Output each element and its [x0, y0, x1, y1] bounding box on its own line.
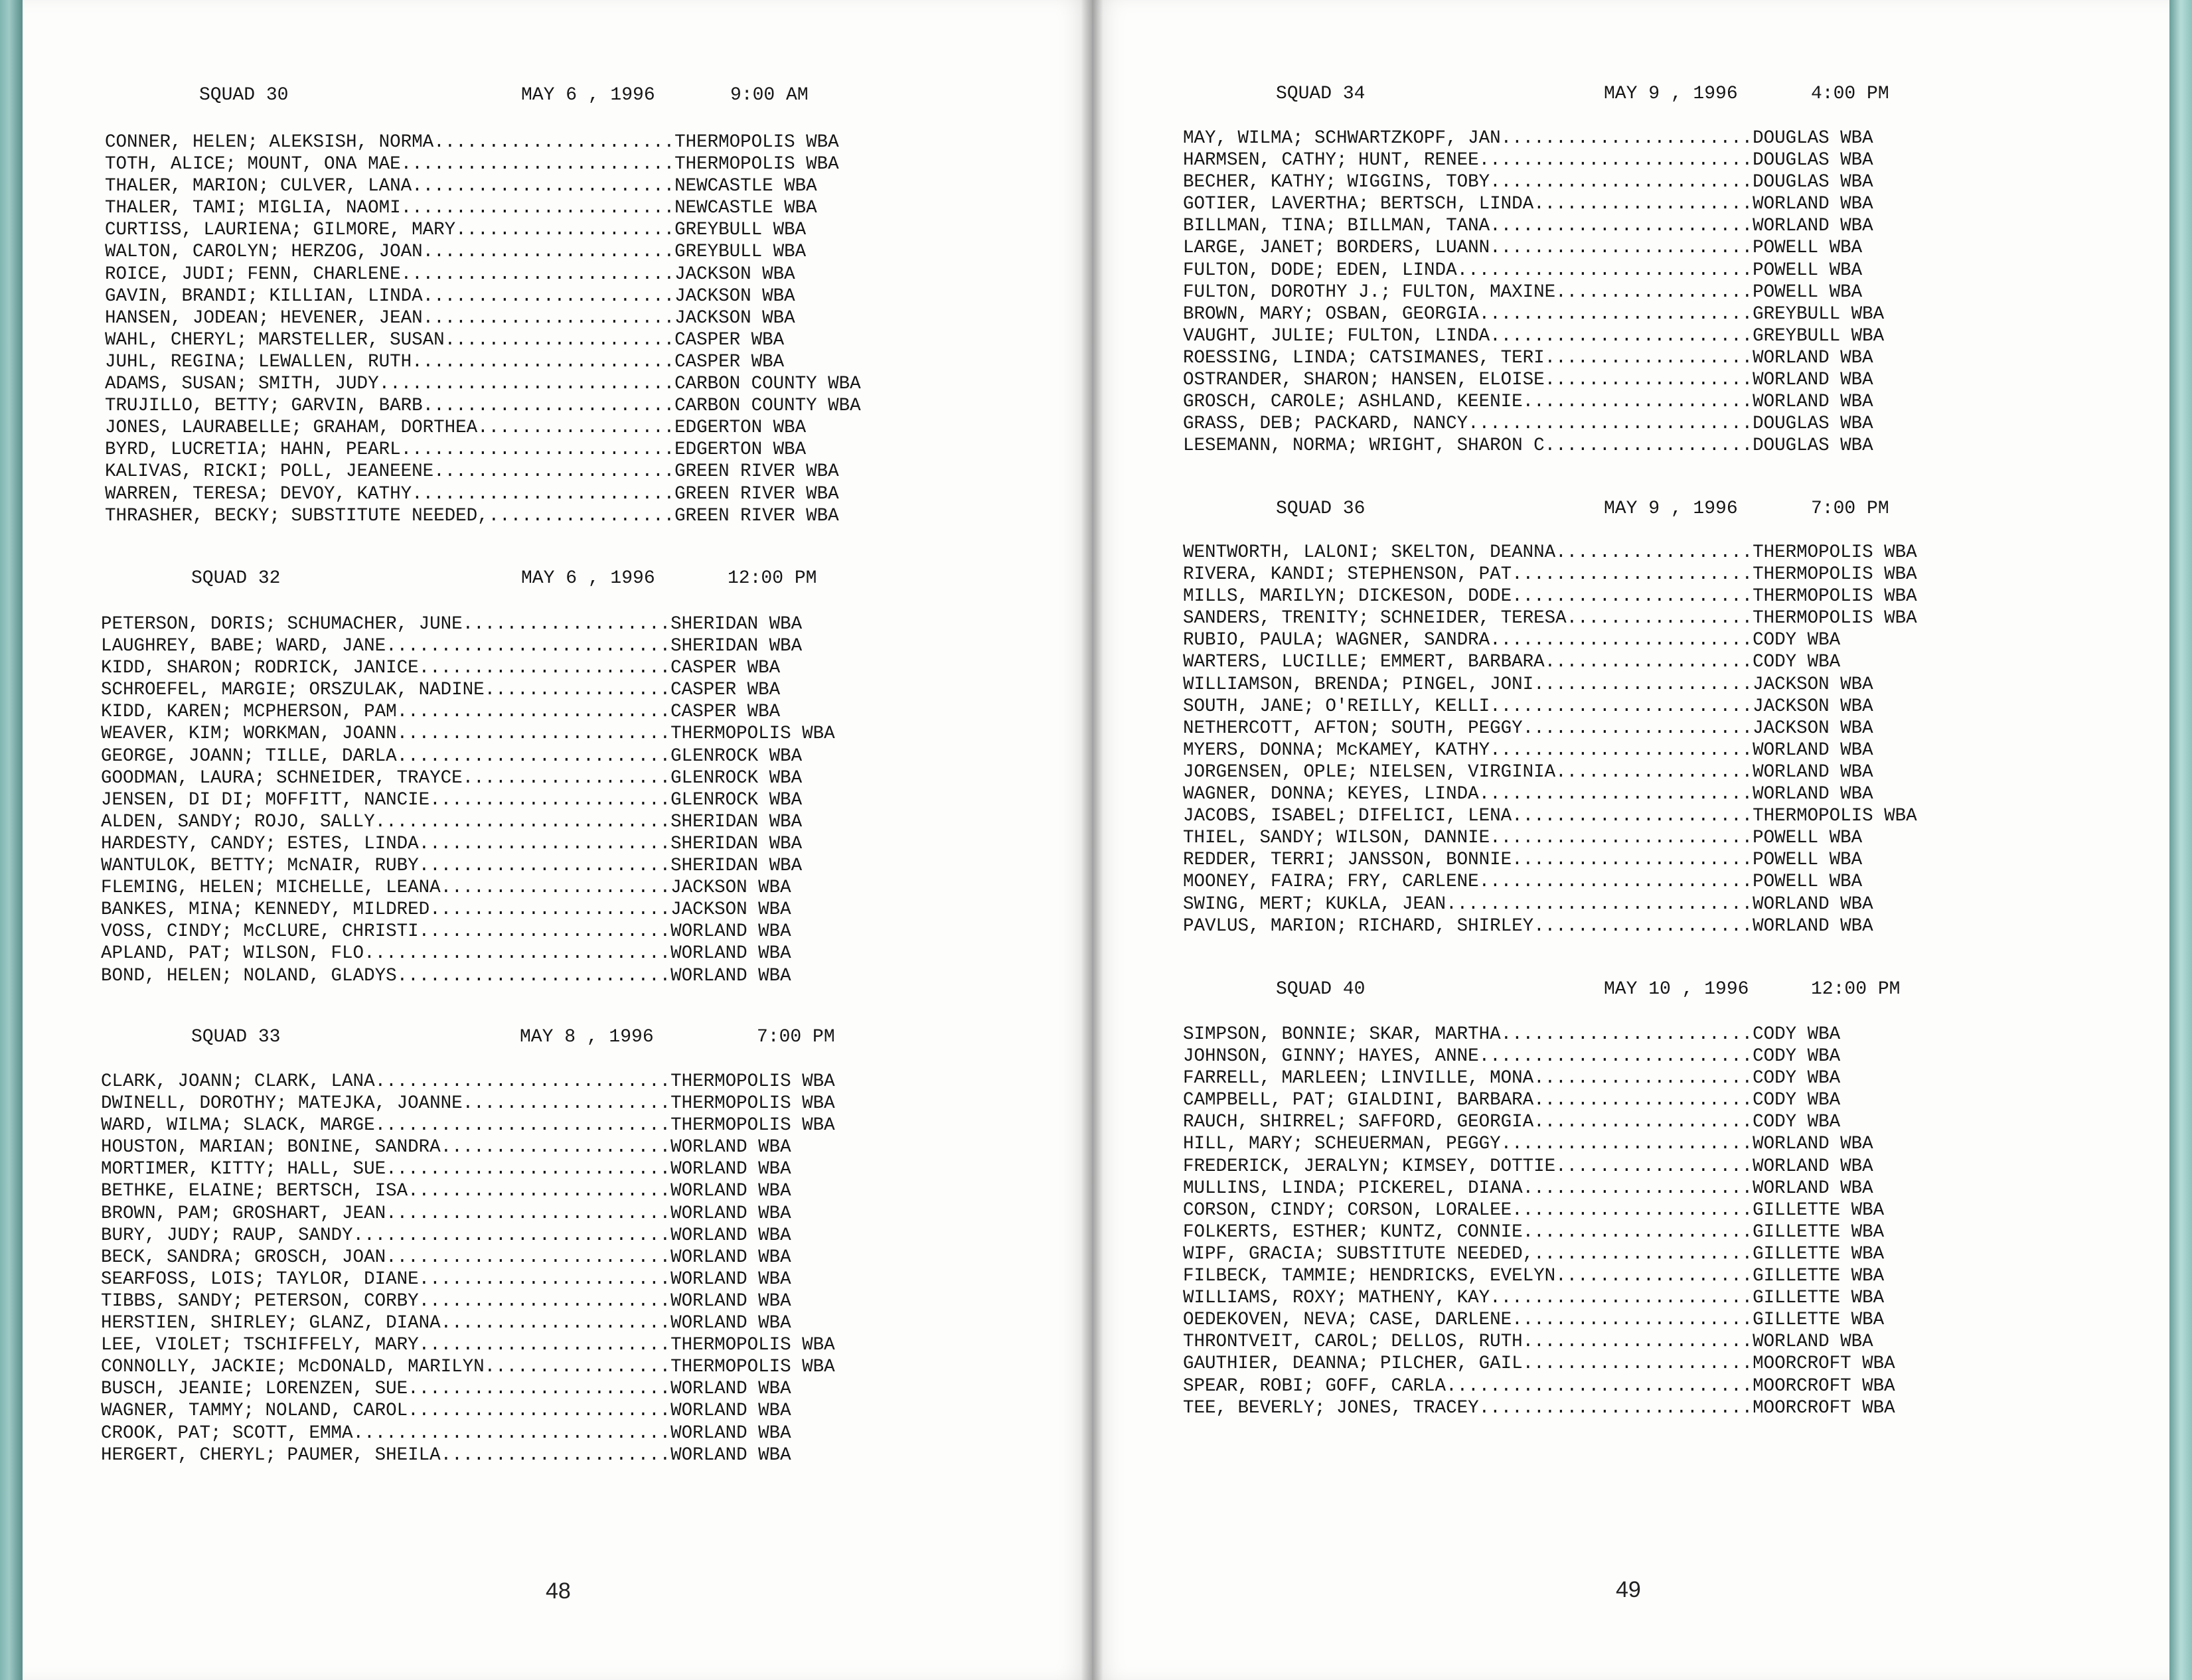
- bowler-pair-entry: RUBIO, PAULA; WAGNER, SANDRA........................CODY WBA: [1183, 630, 1841, 651]
- bowler-pair-entry: ADAMS, SUSAN; SMITH, JUDY...........................CARBON COUNTY WBA: [105, 374, 861, 395]
- bowler-pair-entry: FULTON, DOROTHY J.; FULTON, MAXINE..................POWELL WBA: [1183, 281, 1863, 303]
- bowler-pair-entry: HARMSEN, CATHY; HUNT, RENEE.........................DOUGLAS WBA: [1183, 150, 1873, 171]
- bowler-pair-entry: GRASS, DEB; PACKARD, NANCY..........................DOUGLAS WBA: [1183, 414, 1873, 435]
- squad-entry-list: [101, 1071, 835, 1466]
- bowler-pair-entry: TOTH, ALICE; MOUNT, ONA MAE.........................THERMOPOLIS WBA: [105, 154, 839, 175]
- bowler-pair-entry: BROWN, MARY; OSBAN, GEORGIA.........................GREYBULL WBA: [1183, 303, 1885, 325]
- bowler-pair-entry: VOSS, CINDY; McCLURE, CHRISTI.......................WORLAND WBA: [101, 921, 791, 943]
- bowler-pair-entry: MORTIMER, KITTY; HALL, SUE..........................WORLAND WBA: [101, 1159, 791, 1180]
- bowler-pair-entry: JENSEN, DI DI; MOFFITT, NANCIE......................GLENROCK WBA: [101, 789, 803, 810]
- bowler-pair-entry: SCHROEFEL, MARGIE; ORSZULAK, NADINE.................CASPER WBA: [101, 680, 781, 701]
- squad-label: SQUAD 30: [199, 85, 289, 106]
- bowler-pair-entry: RAUCH, SHIRREL; SAFFORD, GEORGIA....................CODY WBA: [1183, 1112, 1841, 1133]
- squad-label: SQUAD 40: [1276, 979, 1366, 1000]
- booklet-cover-edge-left: [0, 0, 23, 1680]
- squad-time: 7:00 PM: [1811, 498, 1889, 519]
- bowler-pair-entry: ROESSING, LINDA; CATSIMANES, TERI...................WORLAND WBA: [1183, 347, 1873, 368]
- bowler-pair-entry: MILLS, MARILYN; DICKESON, DODE......................THERMOPOLIS WBA: [1183, 586, 1917, 607]
- squad-date: MAY 8 , 1996: [520, 1027, 654, 1047]
- squad-entry-list: [1183, 127, 1884, 457]
- page-number: 48: [546, 1578, 571, 1604]
- bowler-pair-entry: JACOBS, ISABEL; DIFELICI, LENA......................THERMOPOLIS WBA: [1183, 806, 1917, 827]
- bowler-pair-entry: TEE, BEVERLY; JONES, TRACEY.........................MOORCROFT WBA: [1183, 1397, 1895, 1418]
- bowler-pair-entry: SPEAR, ROBI; GOFF, CARLA............................MOORCROFT WBA: [1183, 1375, 1895, 1397]
- squad-entry-list: [1183, 542, 1917, 937]
- bowler-pair-entry: LEE, VIOLET; TSCHIFFELY, MARY.......................THERMOPOLIS WBA: [101, 1335, 835, 1356]
- squad-time: 7:00 PM: [757, 1027, 835, 1047]
- page-number: 49: [1616, 1577, 1641, 1602]
- bowler-pair-entry: FOLKERTS, ESTHER; KUNTZ, CONNIE.....................GILLETTE WBA: [1183, 1221, 1885, 1243]
- bowler-pair-entry: SEARFOSS, LOIS; TAYLOR, DIANE.......................WORLAND WBA: [101, 1268, 791, 1290]
- bowler-pair-entry: VAUGHT, JULIE; FULTON, LINDA........................GREYBULL WBA: [1183, 325, 1885, 346]
- bowler-pair-entry: BETHKE, ELAINE; BERTSCH, ISA........................WORLAND WBA: [101, 1181, 791, 1202]
- bowler-pair-entry: OSTRANDER, SHARON; HANSEN, ELOISE...................WORLAND WBA: [1183, 370, 1873, 391]
- bowler-pair-entry: HOUSTON, MARIAN; BONINE, SANDRA.....................WORLAND WBA: [101, 1137, 791, 1158]
- bowler-pair-entry: WAHL, CHERYL; MARSTELLER, SUSAN.....................CASPER WBA: [105, 329, 785, 350]
- bowler-pair-entry: BECK, SANDRA; GROSCH, JOAN..........................WORLAND WBA: [101, 1247, 791, 1268]
- bowler-pair-entry: WILLIAMSON, BRENDA; PINGEL, JONI....................JACKSON WBA: [1183, 674, 1873, 695]
- bowler-pair-entry: TRUJILLO, BETTY; GARVIN, BARB.......................CARBON COUNTY WBA: [105, 396, 861, 417]
- bowler-pair-entry: APLAND, PAT; WILSON, FLO............................WORLAND WBA: [101, 943, 791, 964]
- bowler-pair-entry: KALIVAS, RICKI; POLL, JEANEENE......................GREEN RIVER WBA: [105, 461, 839, 483]
- bowler-pair-entry: BROWN, PAM; GROSHART, JEAN..........................WORLAND WBA: [101, 1203, 791, 1224]
- bowler-pair-entry: LESEMANN, NORMA; WRIGHT, SHARON C...................DOUGLAS WBA: [1183, 435, 1873, 457]
- bowler-pair-entry: WILLIAMS, ROXY; MATHENY, KAY........................GILLETTE WBA: [1183, 1288, 1885, 1309]
- bowler-pair-entry: BYRD, LUCRETIA; HAHN, PEARL.........................EDGERTON WBA: [105, 439, 807, 461]
- bowler-pair-entry: CROOK, PAT; SCOTT, EMMA.............................WORLAND WBA: [101, 1422, 791, 1444]
- bowler-pair-entry: THALER, TAMI; MIGLIA, NAOMI.........................NEWCASTLE WBA: [105, 198, 817, 219]
- booklet-cover-edge-right: [2169, 0, 2192, 1680]
- bowler-pair-entry: WANTULOK, BETTY; McNAIR, RUBY.......................SHERIDAN WBA: [101, 856, 803, 877]
- squad-time: 9:00 AM: [730, 85, 809, 106]
- bowler-pair-entry: JUHL, REGINA; LEWALLEN, RUTH........................CASPER WBA: [105, 351, 785, 372]
- bowler-pair-entry: WARREN, TERESA; DEVOY, KATHY........................GREEN RIVER WBA: [105, 483, 839, 504]
- bowler-pair-entry: SANDERS, TRENITY; SCHNEIDER, TERESA.................THERMOPOLIS WBA: [1183, 608, 1917, 629]
- bowler-pair-entry: PAVLUS, MARION; RICHARD, SHIRLEY....................WORLAND WBA: [1183, 915, 1873, 937]
- bowler-pair-entry: HILL, MARY; SCHEUERMAN, PEGGY.......................WORLAND WBA: [1183, 1134, 1873, 1155]
- bowler-pair-entry: HERGERT, CHERYL; PAUMER, SHEILA.....................WORLAND WBA: [101, 1444, 791, 1466]
- bowler-pair-entry: BUSCH, JEANIE; LORENZEN, SUE........................WORLAND WBA: [101, 1379, 791, 1400]
- bowler-pair-entry: SIMPSON, BONNIE; SKAR, MARTHA.......................CODY WBA: [1183, 1024, 1841, 1045]
- squad-entry-list: [101, 613, 835, 987]
- bowler-pair-entry: BILLMAN, TINA; BILLMAN, TANA........................WORLAND WBA: [1183, 216, 1873, 237]
- bowler-pair-entry: LAUGHREY, BABE; WARD, JANE..........................SHERIDAN WBA: [101, 636, 803, 657]
- bowler-pair-entry: THIEL, SANDY; WILSON, DANNIE........................POWELL WBA: [1183, 828, 1863, 849]
- bowler-pair-entry: GAVIN, BRANDI; KILLIAN, LINDA.......................JACKSON WBA: [105, 285, 795, 307]
- bowler-pair-entry: ALDEN, SANDY; ROJO, SALLY...........................SHERIDAN WBA: [101, 811, 803, 832]
- bowler-pair-entry: WENTWORTH, LALONI; SKELTON, DEANNA..................THERMOPOLIS WBA: [1183, 542, 1917, 563]
- bowler-pair-entry: CURTISS, LAURIENA; GILMORE, MARY....................GREYBULL WBA: [105, 220, 807, 241]
- bowler-pair-entry: THALER, MARION; CULVER, LANA........................NEWCASTLE WBA: [105, 176, 817, 197]
- bowler-pair-entry: DWINELL, DOROTHY; MATEJKA, JOANNE...................THERMOPOLIS WBA: [101, 1093, 835, 1114]
- bowler-pair-entry: WARTERS, LUCILLE; EMMERT, BARBARA...................CODY WBA: [1183, 652, 1841, 673]
- bowler-pair-entry: THRASHER, BECKY; SUBSTITUTE NEEDED,.................GREEN RIVER WBA: [105, 505, 839, 526]
- bowler-pair-entry: CONNOLLY, JACKIE; McDONALD, MARILYN.................THERMOPOLIS WBA: [101, 1357, 835, 1378]
- bowler-pair-entry: BANKES, MINA; KENNEDY, MILDRED......................JACKSON WBA: [101, 899, 791, 921]
- bowler-pair-entry: GROSCH, CAROLE; ASHLAND, KEENIE.....................WORLAND WBA: [1183, 392, 1873, 413]
- bowler-pair-entry: FREDERICK, JERALYN; KIMSEY, DOTTIE..................WORLAND WBA: [1183, 1156, 1873, 1177]
- bowler-pair-entry: WIPF, GRACIA; SUBSTITUTE NEEDED,....................GILLETTE WBA: [1183, 1243, 1885, 1264]
- bowler-pair-entry: HANSEN, JODEAN; HEVENER, JEAN.......................JACKSON WBA: [105, 307, 795, 329]
- bowler-pair-entry: MAY, WILMA; SCHWARTZKOPF, JAN.......................DOUGLAS WBA: [1183, 128, 1873, 149]
- squad-time: 12:00 PM: [1811, 979, 1901, 1000]
- squad-label: SQUAD 36: [1276, 498, 1366, 519]
- squad-label: SQUAD 32: [191, 568, 281, 589]
- bowler-pair-entry: JOHNSON, GINNY; HAYES, ANNE.........................CODY WBA: [1183, 1046, 1841, 1067]
- squad-date: MAY 6 , 1996: [521, 85, 655, 106]
- squad-date: MAY 9 , 1996: [1604, 498, 1738, 519]
- bowler-pair-entry: THRONTVEIT, CAROL; DELLOS, RUTH.....................WORLAND WBA: [1183, 1332, 1873, 1353]
- bowler-pair-entry: SOUTH, JANE; O'REILLY, KELLI........................JACKSON WBA: [1183, 696, 1873, 717]
- squad-label: SQUAD 34: [1276, 84, 1366, 104]
- squad-label: SQUAD 33: [191, 1027, 281, 1047]
- bowler-pair-entry: GEORGE, JOANN; TILLE, DARLA.........................GLENROCK WBA: [101, 745, 803, 767]
- bowler-pair-entry: KIDD, SHARON; RODRICK, JANICE.......................CASPER WBA: [101, 658, 781, 679]
- bowler-pair-entry: HERSTIEN, SHIRLEY; GLANZ, DIANA.....................WORLAND WBA: [101, 1313, 791, 1334]
- bowler-pair-entry: JONES, LAURABELLE; GRAHAM, DORTHEA..................EDGERTON WBA: [105, 418, 807, 439]
- squad-date: MAY 6 , 1996: [521, 568, 655, 589]
- bowler-pair-entry: WEAVER, KIM; WORKMAN, JOANN.........................THERMOPOLIS WBA: [101, 724, 835, 745]
- bowler-pair-entry: BURY, JUDY; RAUP, SANDY.............................WORLAND WBA: [101, 1225, 791, 1246]
- bowler-pair-entry: RIVERA, KANDI; STEPHENSON, PAT......................THERMOPOLIS WBA: [1183, 564, 1917, 585]
- bowler-pair-entry: MULLINS, LINDA; PICKEREL, DIANA.....................WORLAND WBA: [1183, 1178, 1873, 1199]
- squad-entry-list: [105, 131, 861, 527]
- bowler-pair-entry: LARGE, JANET; BORDERS, LUANN........................POWELL WBA: [1183, 238, 1863, 259]
- bowler-pair-entry: CAMPBELL, PAT; GIALDINI, BARBARA....................CODY WBA: [1183, 1090, 1841, 1111]
- bowler-pair-entry: CORSON, CINDY; CORSON, LORALEE......................GILLETTE WBA: [1183, 1199, 1885, 1221]
- bowler-pair-entry: WARD, WILMA; SLACK, MARGE...........................THERMOPOLIS WBA: [101, 1115, 835, 1136]
- book-gutter: [1081, 0, 1103, 1680]
- bowler-pair-entry: WAGNER, TAMMY; NOLAND, CAROL........................WORLAND WBA: [101, 1401, 791, 1422]
- bowler-pair-entry: ROICE, JUDI; FENN, CHARLENE.........................JACKSON WBA: [105, 264, 795, 285]
- bowler-pair-entry: FILBECK, TAMMIE; HENDRICKS, EVELYN..................GILLETTE WBA: [1183, 1266, 1885, 1287]
- squad-time: 4:00 PM: [1811, 84, 1889, 104]
- squad-date: MAY 9 , 1996: [1604, 84, 1738, 104]
- bowler-pair-entry: FLEMING, HELEN; MICHELLE, LEANA.....................JACKSON WBA: [101, 878, 791, 899]
- bowler-pair-entry: CONNER, HELEN; ALEKSISH, NORMA......................THERMOPOLIS WBA: [105, 132, 839, 153]
- bowler-pair-entry: SWING, MERT; KUKLA, JEAN............................WORLAND WBA: [1183, 893, 1873, 915]
- bowler-pair-entry: CLARK, JOANN; CLARK, LANA...........................THERMOPOLIS WBA: [101, 1071, 835, 1092]
- bowler-pair-entry: REDDER, TERRI; JANSSON, BONNIE......................POWELL WBA: [1183, 850, 1863, 871]
- bowler-pair-entry: MOONEY, FAIRA; FRY, CARLENE.........................POWELL WBA: [1183, 872, 1863, 893]
- bowler-pair-entry: BOND, HELEN; NOLAND, GLADYS.........................WORLAND WBA: [101, 965, 791, 986]
- bowler-pair-entry: FULTON, DODE; EDEN, LINDA...........................POWELL WBA: [1183, 260, 1863, 281]
- bowler-pair-entry: WALTON, CAROLYN; HERZOG, JOAN.......................GREYBULL WBA: [105, 242, 807, 263]
- bowler-pair-entry: NETHERCOTT, AFTON; SOUTH, PEGGY.....................JACKSON WBA: [1183, 718, 1873, 739]
- squad-date: MAY 10 , 1996: [1604, 979, 1749, 1000]
- bowler-pair-entry: WAGNER, DONNA; KEYES, LINDA.........................WORLAND WBA: [1183, 784, 1873, 805]
- bowler-pair-entry: MYERS, DONNA; McKAMEY, KATHY........................WORLAND WBA: [1183, 739, 1873, 761]
- bowler-pair-entry: HARDESTY, CANDY; ESTES, LINDA.......................SHERIDAN WBA: [101, 833, 803, 854]
- bowler-pair-entry: GOTIER, LAVERTHA; BERTSCH, LINDA....................WORLAND WBA: [1183, 194, 1873, 215]
- bowler-pair-entry: GOODMAN, LAURA; SCHNEIDER, TRAYCE...................GLENROCK WBA: [101, 767, 803, 789]
- squad-time: 12:00 PM: [728, 568, 817, 589]
- bowler-pair-entry: BECHER, KATHY; WIGGINS, TOBY........................DOUGLAS WBA: [1183, 172, 1873, 193]
- bowler-pair-entry: TIBBS, SANDY; PETERSON, CORBY.......................WORLAND WBA: [101, 1290, 791, 1312]
- bowler-pair-entry: KIDD, KAREN; MCPHERSON, PAM.........................CASPER WBA: [101, 702, 781, 723]
- bowler-pair-entry: GAUTHIER, DEANNA; PILCHER, GAIL.....................MOORCROFT WBA: [1183, 1353, 1895, 1375]
- bowler-pair-entry: PETERSON, DORIS; SCHUMACHER, JUNE...................SHERIDAN WBA: [101, 614, 803, 635]
- bowler-pair-entry: JORGENSEN, OPLE; NIELSEN, VIRGINIA..................WORLAND WBA: [1183, 761, 1873, 783]
- squad-entry-list: [1183, 1024, 1895, 1419]
- bowler-pair-entry: OEDEKOVEN, NEVA; CASE, DARLENE......................GILLETTE WBA: [1183, 1310, 1885, 1331]
- bowler-pair-entry: FARRELL, MARLEEN; LINVILLE, MONA....................CODY WBA: [1183, 1068, 1841, 1089]
